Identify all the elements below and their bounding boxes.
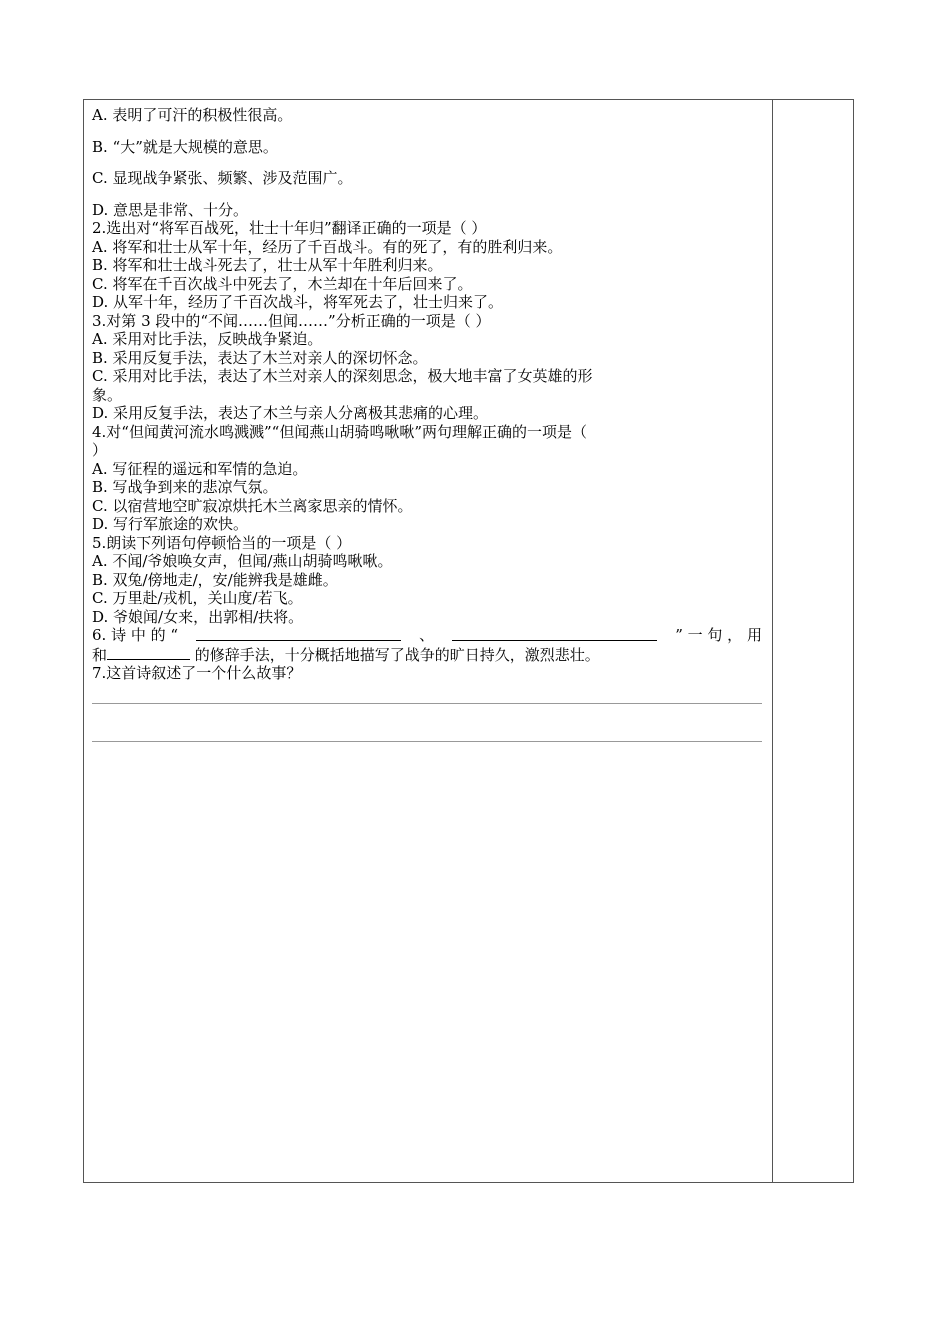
q3-option-b: B. 采用反复手法，表达了木兰对亲人的深切怀念。: [92, 348, 428, 367]
q5-stem: 5.朗读下列语句停顿恰当的一项是（ ）: [92, 533, 352, 552]
q2-stem: 2.选出对“将军百战死，壮士十年归”翻译正确的一项是（ ）: [92, 219, 487, 237]
q6-blank-1[interactable]: [196, 626, 401, 641]
q6-line1: [92, 626, 762, 645]
q7-answer-line-2[interactable]: [92, 741, 762, 742]
questions-cell: [92, 106, 762, 742]
q6-rest-text: 的修辞手法，十分概括地描写了战争的旷日持久，激烈悲壮。: [194, 645, 600, 664]
q4-option-d: D. 写行军旅途的欢快。: [92, 515, 249, 533]
q5-option-b: B. 双兔/傍地走/，安/能辨我是雄雌。: [92, 570, 338, 589]
q3-option-c: C. 采用对比手法，表达了木兰对亲人的深刻思念，极大地丰富了女英雄的形: [92, 367, 593, 385]
column-divider: [772, 100, 773, 1182]
q4-stem: 4.对“但闻黄河流水鸣溅溅”“但闻燕山胡骑鸣啾啾”两句理解正确的一项是（: [92, 422, 587, 441]
q3-stem: 3.对第 3 段中的“不闻……但闻……”分析正确的一项是（ ）: [92, 311, 491, 330]
q3-option-c-cont: 象。: [92, 385, 123, 404]
q3-option-d: D. 采用反复手法，表达了木兰与亲人分离极其悲痛的心理。: [92, 404, 489, 422]
q1-option-c: C. 显现战争紧张、频繁、涉及范围广。: [92, 169, 353, 187]
q6-blank-2[interactable]: [452, 626, 657, 641]
q5-option-d: D. 爷娘闻/女来，出郭相/扶将。: [92, 607, 304, 626]
q6-line2: [92, 645, 762, 665]
q6-blank-3[interactable]: [107, 645, 190, 660]
q2-option-b: B. 将军和壮士战斗死去了，壮士从军十年胜利归来。: [92, 256, 443, 274]
q7-stem: 7.这首诗叙述了一个什么故事？: [92, 664, 302, 682]
q6-and-text: 和: [92, 645, 108, 664]
q4-option-b: B. 写战争到来的悲凉气氛。: [92, 478, 278, 496]
q2-option-d: D. 从军十年，经历了千百次战斗，将军死去了，壮士归来了。: [92, 293, 504, 311]
q7-answer-line-1[interactable]: [92, 703, 762, 704]
q5-option-a: A. 不闻/爷娘唤女声，但闻/燕山胡骑鸣啾啾。: [92, 552, 393, 570]
q5-option-c: C. 万里赴/戎机，关山度/若飞。: [92, 589, 303, 607]
q3-option-a: A. 采用对比手法，反映战争紧迫。: [92, 330, 323, 348]
q2-option-a: A. 将军和壮士从军十年，经历了千百战斗。有的死了，有的胜利归来。: [92, 237, 563, 256]
q1-option-b: B. “大”就是大规模的意思。: [92, 137, 278, 156]
q1-option-a: A. 表明了可汗的积极性很高。: [92, 106, 293, 124]
q4-option-c: C. 以宿营地空旷寂凉烘托木兰离家思亲的情怀。: [92, 496, 413, 515]
q4-option-a: A. 写征程的遥远和军情的急迫。: [92, 459, 308, 478]
q6-separator: 、: [419, 626, 435, 644]
worksheet-table: [83, 99, 854, 1183]
q4-stem-cont: ）: [92, 441, 108, 459]
q6-lead-text: 6. 诗 中 的 “: [92, 626, 179, 644]
q1-option-d: D. 意思是非常、十分。: [92, 200, 249, 219]
q2-option-c: C. 将军在千百次战斗中死去了，木兰却在十年后回来了。: [92, 274, 473, 293]
q6-tail-text: ” 一 句 ， 用: [675, 626, 762, 644]
